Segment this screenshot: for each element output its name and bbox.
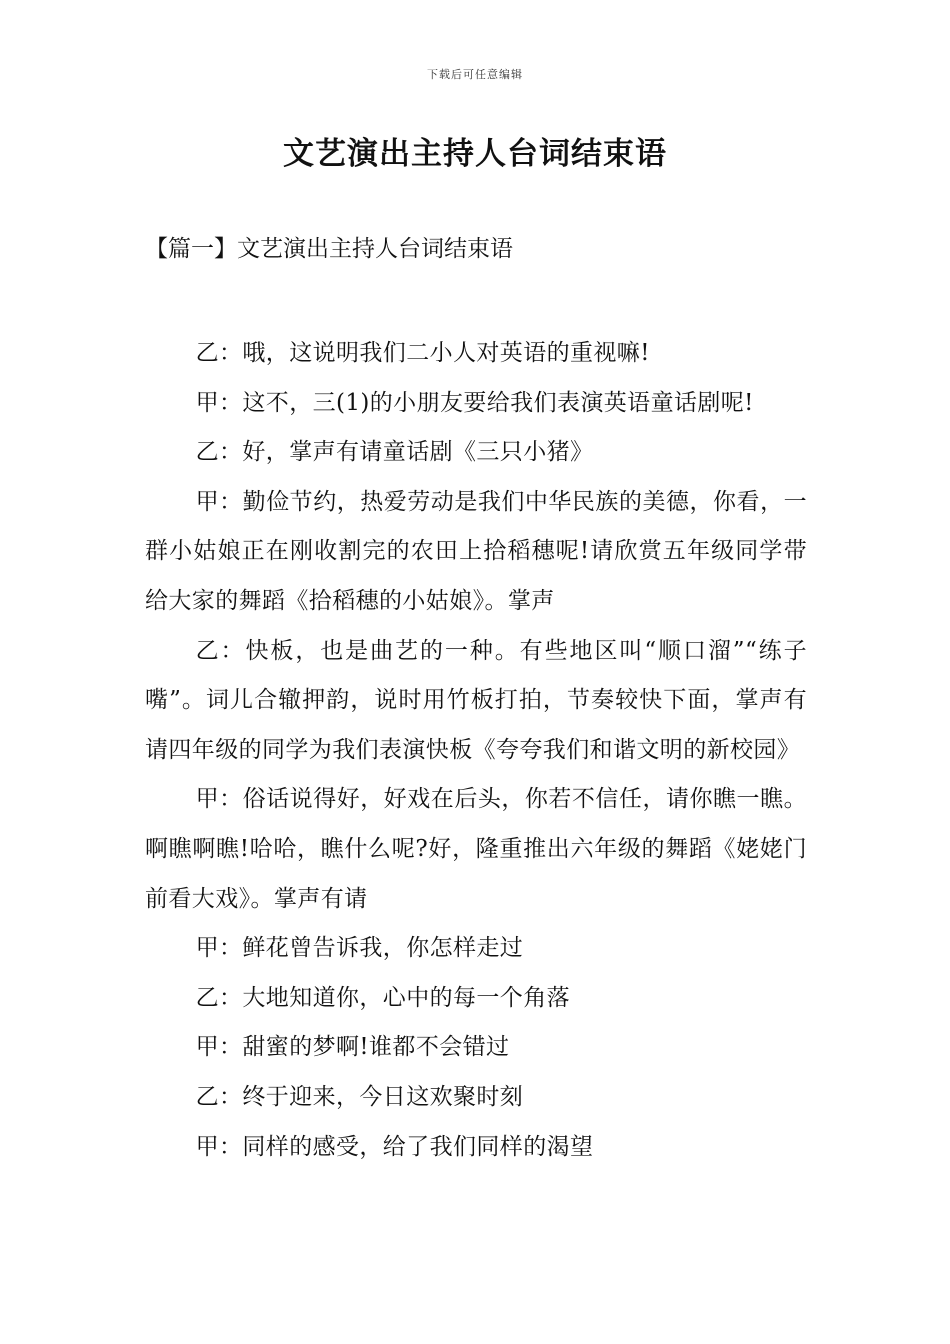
paragraph: 甲：鲜花曾告诉我，你怎样走过: [195, 935, 524, 962]
paragraph: 乙：快板，也是曲艺的一种。有些地区叫“顺口溜”“练子嘴”。词儿合辙押韵，说时用竹板打拍，节奏较快下面，掌声有请四年级的同学为我们表演快板《夸夸我们和谐文明的新校园》: [145, 637, 807, 763]
paragraph: 乙：好，掌声有请童话剧《三只小猪》: [195, 439, 594, 466]
paragraph: 甲：同样的感受，给了我们同样的渴望: [195, 1133, 594, 1160]
document-title: 文艺演出主持人台词结束语: [283, 136, 667, 172]
section-heading: 【篇一】文艺演出主持人台词结束语: [145, 236, 513, 262]
paragraph: 乙：哦，这说明我们二小人对英语的重视嘛!: [195, 340, 650, 366]
paragraph: 乙：大地知道你，心中的每一个角落: [195, 984, 570, 1011]
header-note: 下载后可任意编辑: [427, 68, 523, 81]
body-text: [145, 329, 807, 1172]
paragraph: 乙：终于迎来，今日这欢聚时刻: [195, 1083, 524, 1110]
paragraph: 甲：俗话说得好，好戏在后头，你若不信任，请你瞧一瞧。啊瞧啊瞧!哈哈，瞧什么呢?好，隆重推出六年级的舞蹈《姥姥门前看大戏》。掌声有请: [145, 786, 807, 912]
paragraph: 甲：甜蜜的梦啊!谁都不会错过: [195, 1034, 510, 1061]
paragraph: 甲：这不，三(1)的小朋友要给我们表演英语童话剧呢!: [195, 389, 754, 416]
paragraph: 甲：勤俭节约，热爱劳动是我们中华民族的美德，你看，一群小姑娘正在刚收割完的农田上拾稻穗呢!请欣赏五年级同学带给大家的舞蹈《拾稻穗的小姑娘》。掌声: [145, 488, 807, 614]
